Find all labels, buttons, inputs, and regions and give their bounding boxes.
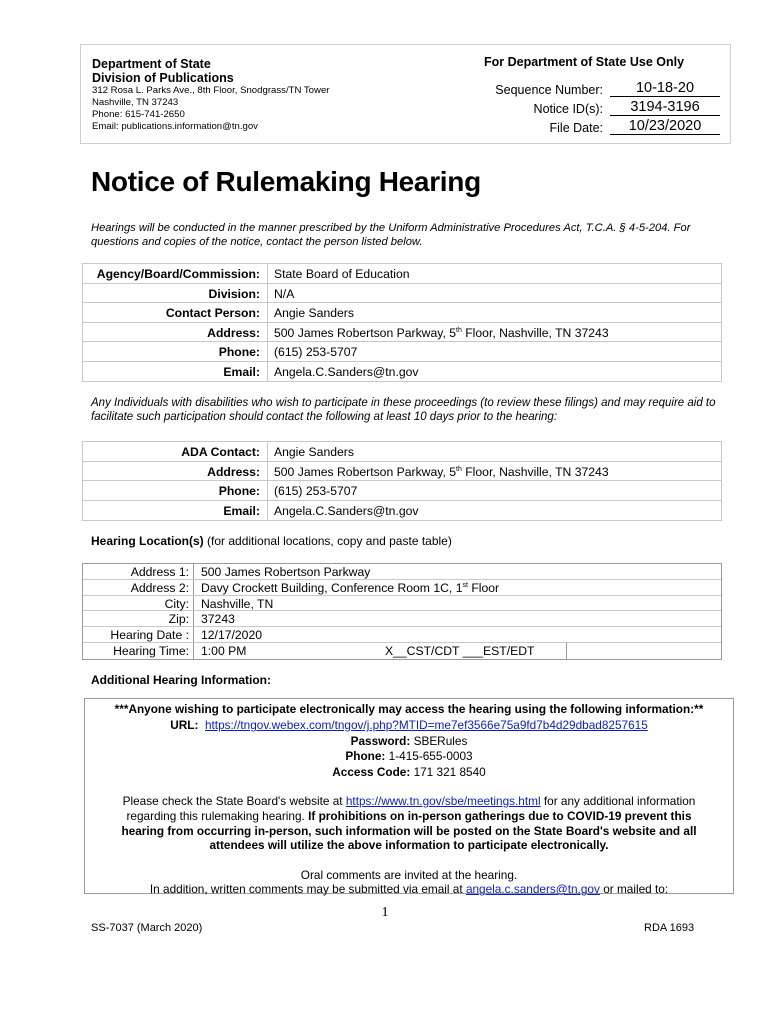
webex-url-link[interactable]: https://tngov.webex.com/tngov/j.php?MTID=me7ef3566e75a9fd7b4d29dbad8257615 xyxy=(204,718,648,732)
ada-address-row xyxy=(83,462,721,482)
additional-phone-value: 1-415-655-0003 xyxy=(388,749,473,763)
column-divider xyxy=(267,264,268,283)
city-label: City: xyxy=(164,596,189,611)
oral-comments-line: Oral comments are invited at the hearing. xyxy=(300,868,518,882)
contact-person-label: Contact Person: xyxy=(165,306,260,320)
hearing-location-title xyxy=(91,534,452,548)
division-value: N/A xyxy=(274,286,295,301)
column-divider xyxy=(267,303,268,322)
ada-table xyxy=(82,441,722,521)
hearing-date-row xyxy=(83,627,721,643)
column-divider xyxy=(267,462,268,481)
regarding-text: regarding this rulemaking hearing. xyxy=(126,809,305,823)
address-text-end: Floor, Nashville, TN 37243 xyxy=(461,325,609,340)
column-divider xyxy=(193,643,194,659)
electronic-access-notice: ***Anyone wishing to participate electronically may access the hearing using the following information:** xyxy=(114,702,704,716)
password-label: Password: xyxy=(350,734,411,748)
column-divider xyxy=(267,501,268,521)
ada-phone-row xyxy=(83,481,721,501)
hearing-time-label: Hearing Time: xyxy=(113,643,189,658)
page-title: Notice of Rulemaking Hearing xyxy=(91,166,481,197)
contact-table xyxy=(82,263,722,382)
ada-address-ordinal: th xyxy=(456,465,462,473)
hearing-time-row xyxy=(83,643,721,659)
regarding-line xyxy=(84,809,734,823)
address-row xyxy=(83,323,721,343)
zip-row xyxy=(83,611,721,627)
address-text: 500 James Robertson Parkway, 5 xyxy=(274,325,456,340)
url-label: URL: xyxy=(170,718,199,732)
column-divider xyxy=(193,580,194,595)
rda-number: RDA 1693 xyxy=(644,922,695,934)
access-code-value: 171 321 8540 xyxy=(413,765,486,779)
contact-person-row xyxy=(83,303,721,323)
address2-text-end: Floor xyxy=(467,580,500,595)
password-line xyxy=(84,734,734,748)
address-value xyxy=(274,326,609,340)
email-row xyxy=(83,362,721,382)
intro-text: Hearings will be conducted in the manner prescribed by the Uniform Administrative Procedures Act, T.C.A. § 4-5-204. For questions and copies of the notice, contact the person listed below. xyxy=(91,222,691,248)
written-comments-text: In addition, written comments may be submitted via email at xyxy=(149,882,463,896)
file-date-row xyxy=(0,118,770,136)
access-code-label: Access Code: xyxy=(332,765,411,779)
written-comments-line xyxy=(84,882,734,896)
hearing-location-table xyxy=(82,563,722,660)
ada-address-text-end: Floor, Nashville, TN 37243 xyxy=(461,464,609,479)
covid-notice-line2: hearing from occurring in-person, such information will be posted on the State Board's website and all xyxy=(121,824,697,838)
ada-address-text: 500 James Robertson Parkway, 5 xyxy=(274,464,456,479)
notice-value: 3194-3196 xyxy=(610,99,720,116)
hearing-time-value: 1:00 PM xyxy=(201,643,247,658)
file-date-value: 10/23/2020 xyxy=(610,118,720,135)
notice-row xyxy=(0,99,770,117)
column-divider xyxy=(267,323,268,342)
zip-label: Zip: xyxy=(168,612,189,627)
column-divider xyxy=(193,596,194,611)
covid-notice-line3: attendees will utilize the above information to participate electronically. xyxy=(209,838,609,852)
ada-paragraph: Any Individuals with disabilities who wish to participate in these proceedings (to review these filings) and may require aid to facilitate such participation should contact the following at least 10 days prior to the hearing: xyxy=(91,397,716,423)
column-divider xyxy=(193,611,194,626)
sequence-label: Sequence Number: xyxy=(495,83,603,97)
hearing-location-heading: Hearing Location(s) xyxy=(91,534,204,548)
address1-value: 500 James Robertson Parkway xyxy=(201,565,371,579)
phone-row xyxy=(83,342,721,362)
address2-row xyxy=(83,580,721,596)
sequence-row xyxy=(0,80,770,98)
form-id: SS-7037 (March 2020) xyxy=(91,922,203,934)
timezone-value: X__CST/CDT ___EST/EDT xyxy=(385,643,535,658)
department-email: Email: publications.information@tn.gov xyxy=(92,121,258,132)
column-divider xyxy=(193,627,194,642)
ada-phone-value: (615) 253-5707 xyxy=(274,484,358,498)
address1-label: Address 1: xyxy=(130,565,189,579)
department-name: Department of State xyxy=(92,57,211,71)
agency-label: Agency/Board/Commission: xyxy=(96,267,260,281)
phone-line xyxy=(84,749,734,763)
hearing-location-note: (for additional locations, copy and paste table) xyxy=(203,534,452,548)
website-line xyxy=(84,794,734,808)
agency-row xyxy=(83,264,721,284)
ada-contact-row xyxy=(83,442,721,462)
covid-notice-text: If prohibitions on in-person gatherings due to COVID-19 prevent this xyxy=(308,809,692,823)
sequence-value: 10-18-20 xyxy=(610,80,720,97)
address2-value xyxy=(201,581,499,595)
address2-text: Davy Crockett Building, Conference Room 1C, 1 xyxy=(201,580,463,595)
website-text: Please check the State Board's website at xyxy=(122,794,343,808)
column-divider xyxy=(566,643,567,659)
department-address: 312 Rosa L. Parks Ave., 8th Floor, Snodgrass/TN Tower xyxy=(92,85,330,96)
ada-email-label: Email: xyxy=(223,503,260,518)
ada-email-row xyxy=(83,501,721,521)
address-ordinal: th xyxy=(456,326,462,334)
email-value: Angela.C.Sanders@tn.gov xyxy=(274,364,419,379)
sbe-meetings-link[interactable]: https://www.tn.gov/sbe/meetings.html xyxy=(345,794,541,808)
website-text-end: for any additional information xyxy=(543,794,696,808)
phone-value: (615) 253-5707 xyxy=(274,345,358,359)
ada-address-value xyxy=(274,465,609,479)
division-label: Division: xyxy=(208,286,260,301)
access-code-line xyxy=(84,765,734,779)
contact-person-value: Angie Sanders xyxy=(274,306,354,320)
hearing-date-value: 12/17/2020 xyxy=(201,628,262,643)
column-divider xyxy=(267,362,268,382)
agency-value: State Board of Education xyxy=(274,267,410,281)
url-line xyxy=(84,718,734,732)
column-divider xyxy=(267,284,268,303)
city-value: Nashville, TN xyxy=(201,596,274,611)
address1-row xyxy=(83,564,721,580)
additional-info-title: Additional Hearing Information: xyxy=(91,673,271,687)
address2-label: Address 2: xyxy=(130,580,189,595)
ada-phone-label: Phone: xyxy=(218,484,260,498)
address-label: Address: xyxy=(207,325,260,340)
hearing-date-label: Hearing Date : xyxy=(110,628,189,643)
phone-label: Phone: xyxy=(218,345,260,359)
column-divider xyxy=(267,442,268,461)
password-value: SBERules xyxy=(413,734,468,748)
ada-address-label: Address: xyxy=(207,464,260,479)
additional-phone-label: Phone: xyxy=(345,749,386,763)
address2-ordinal: st xyxy=(462,581,468,589)
zip-value: 37243 xyxy=(201,612,235,627)
file-date-label: File Date: xyxy=(549,121,603,135)
column-divider xyxy=(267,342,268,361)
notice-label: Notice ID(s): xyxy=(533,102,603,116)
division-name: Division of Publications xyxy=(92,71,234,85)
division-row xyxy=(83,284,721,304)
ada-email-value: Angela.C.Sanders@tn.gov xyxy=(274,503,419,518)
city-row xyxy=(83,596,721,612)
department-city: Nashville, TN 37243 xyxy=(92,97,179,108)
department-phone: Phone: 615-741-2650 xyxy=(92,109,185,120)
ada-contact-label: ADA Contact: xyxy=(181,445,260,459)
contact-email-link[interactable]: angela.c.sanders@tn.gov xyxy=(465,882,600,896)
written-comments-text-end: or mailed to: xyxy=(603,882,669,896)
column-divider xyxy=(267,481,268,500)
email-label: Email: xyxy=(223,364,260,379)
column-divider xyxy=(193,564,194,579)
page-number: 1 xyxy=(381,905,389,920)
ada-contact-value: Angie Sanders xyxy=(274,445,354,459)
use-only-title: For Department of State Use Only xyxy=(484,55,685,69)
